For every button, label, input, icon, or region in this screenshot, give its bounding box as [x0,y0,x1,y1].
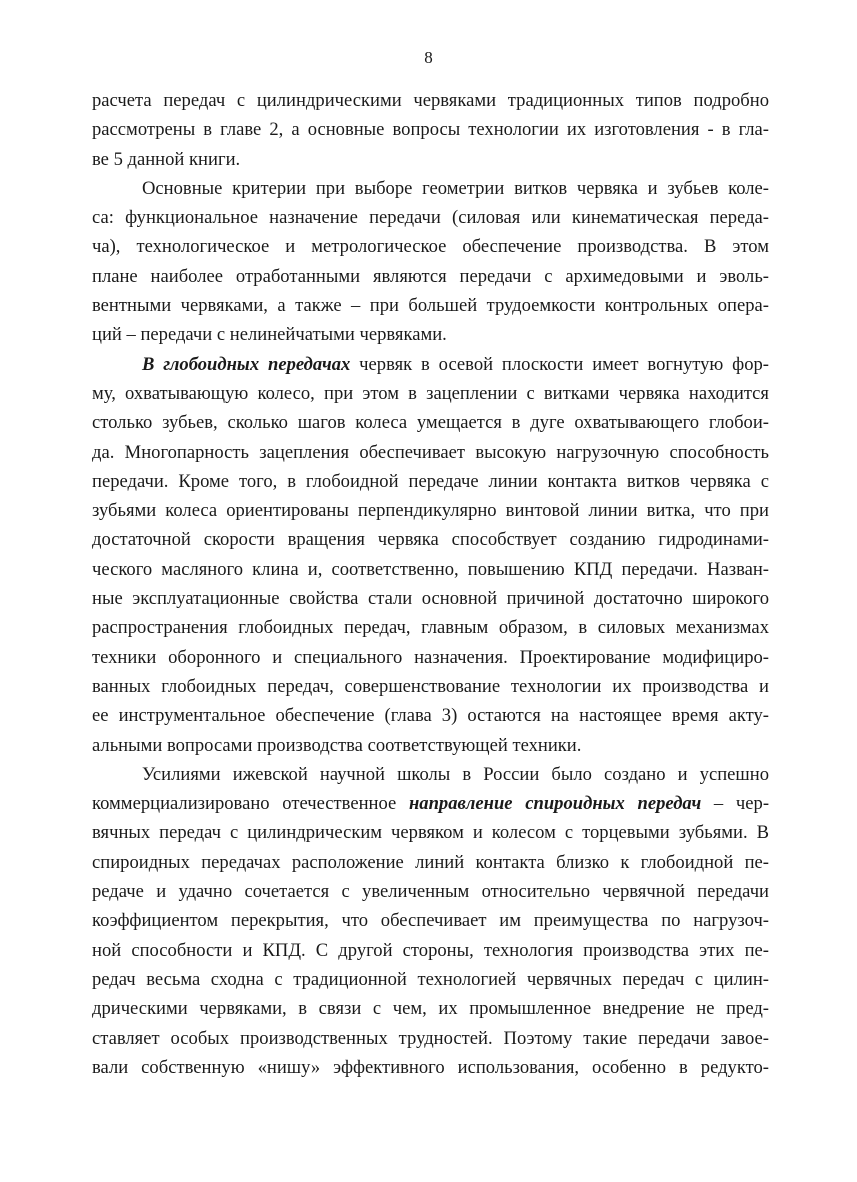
text-line: коэффициентом перекрытия, что обеспечивает им преимущества по нагрузоч- [92,910,769,932]
text-line: расчета передач с цилиндрическими червяками традиционных типов подробно [92,90,769,111]
text-fragment: червяк в осевой плоскости имеет вогнутую фор- [350,353,769,375]
text-fragment: – чер- [701,793,770,815]
text-line: вали собственную «нишу» эффективного использования, особенно в редукто- [92,1056,769,1078]
text-line: ций – передачи с нелинейчатыми червяками. [92,324,447,346]
page-number: 8 [424,48,433,67]
text-line: столько зубьев, сколько шагов колеса умещается в дуге охватывающего глобои- [92,412,769,434]
text-line: ные эксплуатационные свойства стали основной причиной достаточно широкого [92,588,769,610]
paragraph-4 [92,760,769,1082]
text-line: ча), технологическое и метрологическое обеспечение производства. В этом [92,236,769,258]
text-line: рассмотрены в главе 2, а основные вопросы технологии их изготовления - в гла- [92,119,769,141]
text-line: Основные критерии при выборе геометрии витков червяка и зубьев коле- [142,177,769,199]
paragraph-3 [92,350,769,760]
text-line: передачи. Кроме того, в глобоидной передаче линии контакта витков червяка с [92,470,769,492]
text-line: ванных глобоидных передач, совершенствование технологии их производства и [92,675,769,697]
text-line: Усилиями ижевской научной школы в России было создано и успешно [142,763,769,785]
text-line: му, охватывающую колесо, при этом в зацеплении с витками червяка находится [92,382,769,404]
text-fragment: коммерциализировано отечественное [92,793,409,815]
text-line: альными вопросами производства соответствующей техники. [92,734,582,756]
text-line: распространения глобоидных передач, главным образом, в силовых механизмах [92,617,769,639]
text-line: са: функциональное назначение передачи (силовая или кинематическая переда- [92,207,769,229]
text-line: дрическими червяками, в связи с чем, их промышленное внедрение не пред- [92,998,769,1020]
text-line [92,789,769,818]
emphasis-globoid-gears: В глобоидных передачах [142,353,351,375]
text-line: спироидных передачах расположение линий контакта близко к глобоидной пе- [92,851,769,873]
text-line: редач весьма сходна с традиционной технологией червячных передач с цилин- [92,968,769,990]
emphasis-spiroid-direction: направление спироидных передач [408,793,702,815]
text-line: редаче и удачно сочетается с увеличенным относительно червячной передачи [92,881,769,903]
text-line: ее инструментальное обеспечение (глава 3) остаются на настоящее время акту- [92,705,769,727]
paragraph-2 [92,174,769,350]
text-line: вентными червяками, а также – при большей трудоемкости контрольных опера- [92,295,769,317]
text-line: зубьями колеса ориентированы перпендикулярно винтовой линии витка, что при [92,500,769,522]
text-line: ной способности и КПД. С другой стороны, технология производства этих пе- [92,939,769,961]
paragraph-1 [92,86,769,174]
text-line: техники оборонного и специального назначения. Проектирование модифициро- [92,646,769,668]
text-line: да. Многопарность зацепления обеспечивает высокую нагрузочную способность [92,441,769,463]
text-line: ческого масляного клина и, соответственно, повышению КПД передачи. Назван- [92,558,769,580]
text-line: достаточной скорости вращения червяка способствует созданию гидродинами- [92,529,769,551]
text-line: ставляет особых производственных трудностей. Поэтому такие передачи завое- [92,1027,769,1049]
text-line: вячных передач с цилиндрическим червяком и колесом с торцевыми зубьями. В [92,822,769,844]
body-text [92,86,769,1082]
text-line [92,350,769,379]
text-line: плане наиболее отработанными являются передачи с архимедовыми и эволь- [92,265,769,287]
text-line: ве 5 данной книги. [92,148,241,170]
